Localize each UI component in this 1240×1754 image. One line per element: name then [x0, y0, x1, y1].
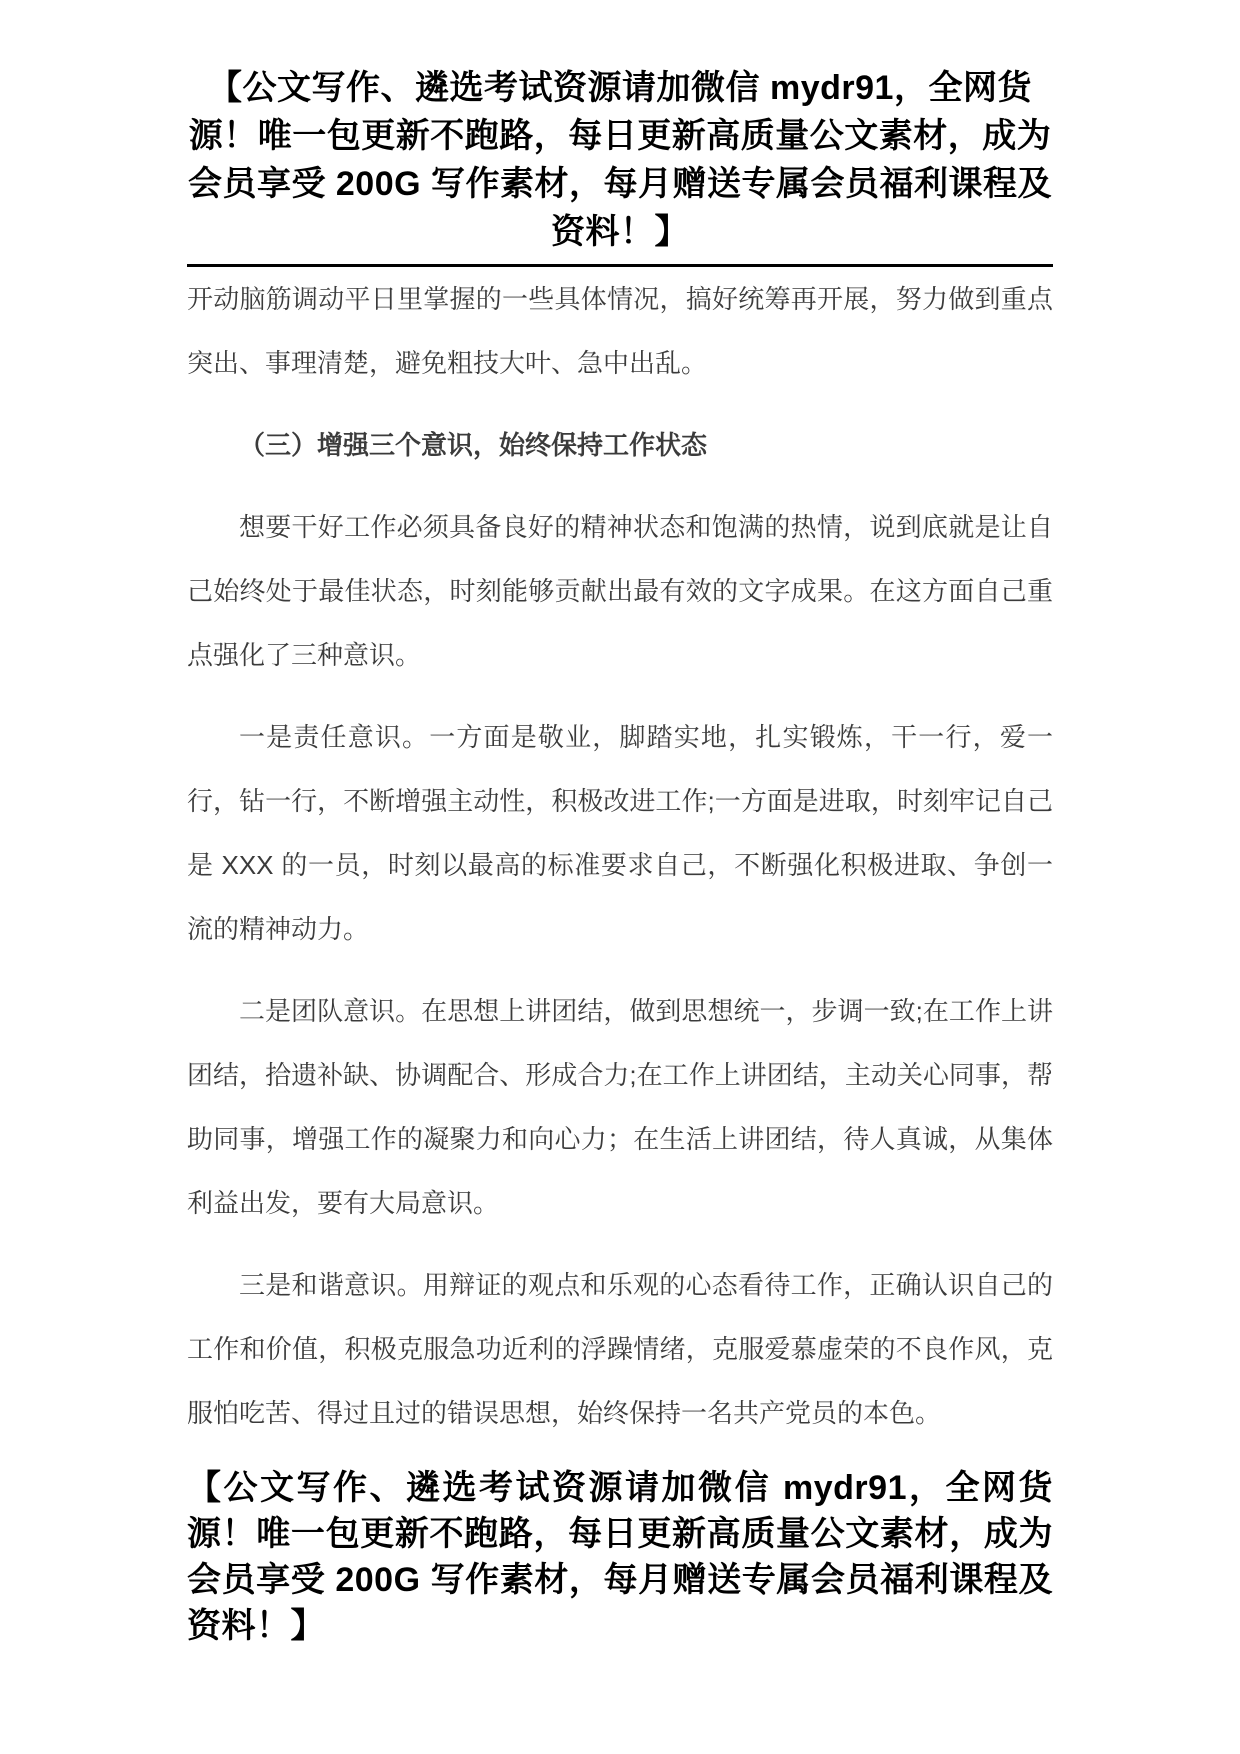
paragraph-harmony-awareness: 三是和谐意识。用辩证的观点和乐观的心态看待工作，正确认识自己的工作和价值，积极克服急功近利的浮躁情绪，克服爱慕虚荣的不良作风，克服怕吃苦、得过且过的错误思想，始终保持一名共产党员的本色。 — [187, 1270, 1053, 1428]
paragraph-awareness-overview: 想要干好工作必须具备良好的精神状态和饱满的热情，说到底就是让自己始终处于最佳状态，时刻能够贡献出最有效的文字成果。在这方面自己重点强化了三种意识。 — [187, 512, 1053, 670]
section-heading: （三）增强三个意识，始终保持工作状态 — [239, 430, 708, 460]
intro-paragraph: 开动脑筋调动平日里掌握的一些具体情况，搞好统筹再开展，努力做到重点突出、事理清楚，避免粗技大叶、急中出乱。 — [187, 284, 1053, 378]
paragraph-team-awareness: 二是团队意识。在思想上讲团结，做到思想统一，步调一致;在工作上讲团结，拾遗补缺、协调配合、形成合力;在工作上讲团结，主动关心同事，帮助同事，增强工作的凝聚力和向心力；在生活上讲团结，待人真诚，从集体利益出发，要有大局意识。 — [187, 996, 1053, 1218]
promo-banner-header: 【公文写作、遴选考试资源请加微信 mydr91，全网货源！唯一包更新不跑路，每日更新高质量公文素材，成为会员享受 200G 写作素材，每月赠送专属会员福利课程及资料！】 — [187, 69, 1053, 251]
document-body — [187, 267, 1053, 1445]
paragraph-responsibility-awareness: 一是责任意识。一方面是敬业，脚踏实地，扎实锻炼，干一行，爱一行，钻一行，不断增强主动性，积极改进工作;一方面是进取，时刻牢记自己是 XXX 的一员，时刻以最高的标准要求自己，不断强化积极进取、争创一流的精神动力。 — [187, 722, 1053, 944]
promo-banner-footer: 【公文写作、遴选考试资源请加微信 mydr91，全网货源！唯一包更新不跑路，每日更新高质量公文素材，成为会员享受 200G 写作素材，每月赠送专属会员福利课程及资料！】 — [187, 1469, 1053, 1645]
